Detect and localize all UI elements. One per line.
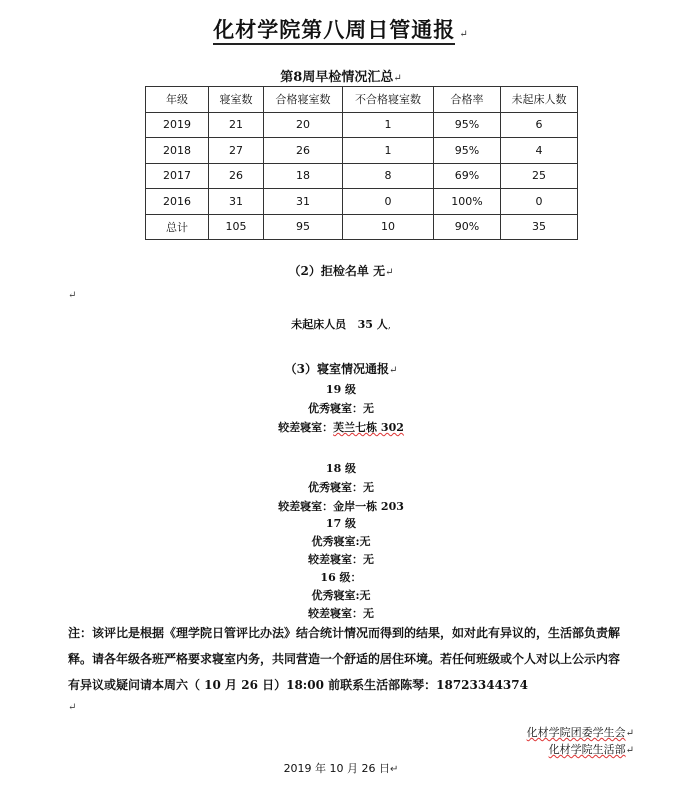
not-up-value: 35 人 [357, 318, 388, 331]
grade-18-poor-value: 金岸一栋 203 [333, 500, 404, 513]
table-row [146, 163, 578, 189]
not-up-label: 未起床人员 [291, 318, 347, 331]
table-cell: 100% [434, 189, 501, 215]
section2-value: 无 [373, 264, 386, 278]
grade-16-poor: 较差寝室：无 [308, 607, 374, 620]
table-cell: 105 [209, 214, 264, 240]
paragraph-mark: ↵ [68, 290, 77, 301]
paragraph-mark: ↵ [68, 702, 77, 713]
grade-17-poor-value: 无 [363, 553, 374, 566]
section2-line: （2）拒检名单 无↵ [288, 264, 394, 278]
table-cell: 26 [209, 163, 264, 189]
column-header: 寝室数 [209, 87, 264, 113]
table-row [146, 112, 578, 138]
table-cell: 2019 [146, 112, 209, 138]
column-header: 未起床人数 [501, 87, 578, 113]
table-cell: 1 [343, 112, 434, 138]
grade-19-poor-value: 芙兰七栋 302 [333, 421, 404, 434]
table-cell: 10 [343, 214, 434, 240]
table-header-row [146, 87, 578, 113]
table-cell: 21 [209, 112, 264, 138]
table-cell: 0 [501, 189, 578, 215]
grade-18-poor: 较差寝室：金岸一栋 203 [278, 500, 404, 513]
early-check-table [145, 86, 578, 240]
table-cell: 25 [501, 163, 578, 189]
table-cell: 95% [434, 138, 501, 164]
column-header: 不合格寝室数 [343, 87, 434, 113]
table-cell: 90% [434, 214, 501, 240]
grade-17-label: 17 级 [325, 517, 357, 530]
page-title: 化材学院第八周日管通报 ↵ [0, 14, 682, 44]
table-cell: 8 [343, 163, 434, 189]
table-cell: 27 [209, 138, 264, 164]
table-cell: 26 [264, 138, 343, 164]
signature-line-2: 化材学院生活部↵ [548, 743, 634, 756]
table-cell: 总计 [146, 214, 209, 240]
table-row [146, 189, 578, 215]
table-cell: 35 [501, 214, 578, 240]
grade-16-excellent: 优秀寝室:无 [311, 589, 371, 602]
table-row [146, 138, 578, 164]
section3-heading: （3）寝室情况通报↵ [284, 362, 398, 376]
grade-19-label: 19 级 [325, 383, 357, 396]
table-cell: 95% [434, 112, 501, 138]
table-cell: 69% [434, 163, 501, 189]
table-cell: 95 [264, 214, 343, 240]
grade-19-poor: 较差寝室：芙兰七栋 302 [278, 421, 404, 434]
table-cell: 6 [501, 112, 578, 138]
table-cell: 2016 [146, 189, 209, 215]
not-up-line: 未起床人员 35 人, [291, 318, 391, 331]
table-cell: 31 [264, 189, 343, 215]
table-cell: 1 [343, 138, 434, 164]
grade-16-label: 16 级： [320, 571, 362, 584]
grade-17-excellent: 优秀寝室:无 [311, 535, 371, 548]
table-row [146, 214, 578, 240]
signature-line-1: 化材学院团委学生会↵ [526, 726, 634, 739]
table-cell: 2017 [146, 163, 209, 189]
column-header: 合格率 [434, 87, 501, 113]
table-cell: 4 [501, 138, 578, 164]
grade-16-poor-value: 无 [363, 607, 374, 620]
table-cell: 0 [343, 189, 434, 215]
grade-19-excellent: 优秀寝室：无 [308, 402, 374, 415]
table-title: 第8周早检情况汇总↵ [280, 70, 402, 85]
grade-17-poor: 较差寝室：无 [308, 553, 374, 566]
grade-18-excellent: 优秀寝室：无 [308, 481, 374, 494]
column-header: 年级 [146, 87, 209, 113]
grade-18-label: 18 级 [325, 462, 357, 475]
section2-heading: （2）拒检名单 [288, 264, 369, 278]
table-cell: 18 [264, 163, 343, 189]
table-cell: 20 [264, 112, 343, 138]
note-paragraph: 注：该评比是根据《理学院日管评比办法》结合统计情况而得到的结果，如对此有异议的，生活部负责解释。请各年级各班严格要求寝室内务，共同营造一个舒适的居住环境。若任何班级或个人对以上公示内容有异议或疑问请本周六（ 10 月 26 日）18:00 前联系生活部陈琴：18723344374 [68, 626, 621, 692]
document-date: 2019 年 10 月 26 日↵ [283, 762, 399, 775]
table-cell: 31 [209, 189, 264, 215]
table-cell: 2018 [146, 138, 209, 164]
column-header: 合格寝室数 [264, 87, 343, 113]
